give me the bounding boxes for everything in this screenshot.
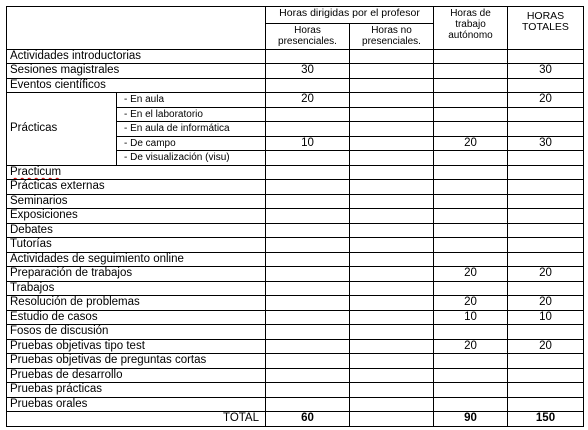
cell-no-presenciales [350, 194, 434, 209]
cell-autonomo [434, 64, 508, 79]
cell-autonomo [434, 49, 508, 64]
cell-autonomo: 20 [434, 136, 508, 151]
total-no-presenciales [350, 412, 434, 427]
table-row [7, 310, 584, 325]
cell-total [508, 238, 584, 253]
cell-presenciales [266, 397, 350, 412]
cell-autonomo [434, 122, 508, 137]
cell-total [508, 49, 584, 64]
cell-presenciales [266, 78, 350, 93]
cell-total: 20 [508, 296, 584, 311]
hours-table [6, 6, 584, 427]
cell-total: 20 [508, 339, 584, 354]
header-totales: HORAS TOTALES [508, 7, 584, 50]
cell-autonomo [434, 368, 508, 383]
row-label: Tutorías [7, 238, 266, 253]
cell-autonomo [434, 354, 508, 369]
row-label: Pruebas de desarrollo [7, 368, 266, 383]
cell-no-presenciales [350, 93, 434, 108]
cell-no-presenciales [350, 78, 434, 93]
row-label: Sesiones magistrales [7, 64, 266, 79]
cell-autonomo [434, 325, 508, 340]
cell-autonomo [434, 383, 508, 398]
cell-total [508, 194, 584, 209]
cell-no-presenciales [350, 223, 434, 238]
row-label [7, 165, 266, 180]
cell-autonomo [434, 223, 508, 238]
cell-presenciales [266, 49, 350, 64]
cell-no-presenciales [350, 180, 434, 195]
table-row [7, 223, 584, 238]
cell-total: 20 [508, 267, 584, 282]
row-label: Debates [7, 223, 266, 238]
cell-no-presenciales [350, 310, 434, 325]
cell-no-presenciales [350, 354, 434, 369]
cell-total: 10 [508, 310, 584, 325]
table-row [7, 252, 584, 267]
cell-total [508, 180, 584, 195]
cell-autonomo [434, 93, 508, 108]
cell-no-presenciales [350, 209, 434, 224]
header-presenciales: Horas presenciales. [266, 23, 350, 49]
row-label: Trabajos [7, 281, 266, 296]
table-row [7, 397, 584, 412]
cell-presenciales [266, 354, 350, 369]
table-row [7, 209, 584, 224]
row-label: Pruebas orales [7, 397, 266, 412]
cell-total [508, 383, 584, 398]
cell-presenciales [266, 339, 350, 354]
header-blank-cell [7, 7, 266, 50]
cell-no-presenciales [350, 122, 434, 137]
cell-no-presenciales [350, 64, 434, 79]
cell-total [508, 223, 584, 238]
cell-total [508, 107, 584, 122]
total-autonomo: 90 [434, 412, 508, 427]
cell-presenciales [266, 209, 350, 224]
cell-no-presenciales [350, 107, 434, 122]
cell-presenciales [266, 122, 350, 137]
cell-total: 20 [508, 93, 584, 108]
practicas-label: Prácticas [7, 93, 117, 166]
cell-no-presenciales [350, 383, 434, 398]
cell-presenciales [266, 107, 350, 122]
table-row [7, 267, 584, 282]
cell-autonomo: 10 [434, 310, 508, 325]
cell-presenciales [266, 252, 350, 267]
cell-no-presenciales [350, 49, 434, 64]
cell-no-presenciales [350, 136, 434, 151]
row-label: Eventos científicos [7, 78, 266, 93]
cell-total [508, 151, 584, 166]
cell-total [508, 122, 584, 137]
cell-no-presenciales [350, 165, 434, 180]
table-row [7, 354, 584, 369]
cell-total [508, 252, 584, 267]
cell-autonomo [434, 78, 508, 93]
header-no-presenciales: Horas no presenciales. [350, 23, 434, 49]
cell-no-presenciales [350, 368, 434, 383]
header-group-label: Horas dirigidas por el profesor [266, 7, 434, 24]
row-label-text: Practicum [10, 165, 62, 178]
cell-autonomo [434, 238, 508, 253]
row-label: Exposiciones [7, 209, 266, 224]
cell-autonomo [434, 180, 508, 195]
cell-autonomo [434, 151, 508, 166]
table-row [7, 296, 584, 311]
table-row [7, 165, 584, 180]
table-row [7, 194, 584, 209]
cell-presenciales [266, 383, 350, 398]
total-presenciales: 60 [266, 412, 350, 427]
cell-no-presenciales [350, 238, 434, 253]
cell-no-presenciales [350, 151, 434, 166]
cell-autonomo: 20 [434, 296, 508, 311]
row-label: Actividades introductorias [7, 49, 266, 64]
row-label: Pruebas prácticas [7, 383, 266, 398]
row-label: Pruebas objetivas tipo test [7, 339, 266, 354]
cell-autonomo [434, 107, 508, 122]
table-row [7, 368, 584, 383]
table-row [7, 325, 584, 340]
cell-presenciales [266, 151, 350, 166]
cell-autonomo [434, 397, 508, 412]
cell-presenciales [266, 165, 350, 180]
cell-autonomo: 20 [434, 339, 508, 354]
practicas-sub-label: - De campo [117, 136, 266, 151]
cell-presenciales [266, 325, 350, 340]
cell-presenciales: 30 [266, 64, 350, 79]
practicas-sub-label: - En aula de informática [117, 122, 266, 137]
cell-autonomo [434, 165, 508, 180]
cell-total [508, 165, 584, 180]
cell-total [508, 354, 584, 369]
cell-presenciales [266, 223, 350, 238]
table-row [7, 281, 584, 296]
cell-total [508, 209, 584, 224]
cell-no-presenciales [350, 397, 434, 412]
cell-total [508, 368, 584, 383]
total-label: TOTAL [7, 412, 266, 427]
cell-autonomo [434, 194, 508, 209]
cell-presenciales [266, 368, 350, 383]
cell-no-presenciales [350, 325, 434, 340]
cell-total: 30 [508, 136, 584, 151]
table-row [7, 238, 584, 253]
row-label: Seminarios [7, 194, 266, 209]
cell-total [508, 78, 584, 93]
row-label: Pruebas objetivas de preguntas cortas [7, 354, 266, 369]
table-row [7, 383, 584, 398]
row-label: Preparación de trabajos [7, 267, 266, 282]
row-label: Resolución de problemas [7, 296, 266, 311]
cell-presenciales [266, 281, 350, 296]
cell-total [508, 325, 584, 340]
cell-presenciales [266, 267, 350, 282]
header-autonomo: Horas de trabajo autónomo [434, 7, 508, 50]
cell-autonomo [434, 281, 508, 296]
cell-presenciales [266, 296, 350, 311]
cell-presenciales [266, 238, 350, 253]
cell-presenciales [266, 194, 350, 209]
cell-autonomo [434, 252, 508, 267]
cell-total [508, 397, 584, 412]
table-row [7, 339, 584, 354]
cell-presenciales [266, 180, 350, 195]
row-label: Prácticas externas [7, 180, 266, 195]
cell-autonomo: 20 [434, 267, 508, 282]
cell-autonomo [434, 209, 508, 224]
cell-no-presenciales [350, 267, 434, 282]
cell-presenciales [266, 310, 350, 325]
practicas-sub-label: - En aula [117, 93, 266, 108]
cell-no-presenciales [350, 339, 434, 354]
row-label: Estudio de casos [7, 310, 266, 325]
practicas-sub-label: - En el laboratorio [117, 107, 266, 122]
total-total: 150 [508, 412, 584, 427]
table-row [7, 180, 584, 195]
cell-no-presenciales [350, 252, 434, 267]
cell-no-presenciales [350, 281, 434, 296]
row-label: Actividades de seguimiento online [7, 252, 266, 267]
practicas-sub-label: - De visualización (visu) [117, 151, 266, 166]
cell-total: 30 [508, 64, 584, 79]
cell-total [508, 281, 584, 296]
cell-presenciales: 10 [266, 136, 350, 151]
cell-presenciales: 20 [266, 93, 350, 108]
row-label: Fosos de discusión [7, 325, 266, 340]
cell-no-presenciales [350, 296, 434, 311]
